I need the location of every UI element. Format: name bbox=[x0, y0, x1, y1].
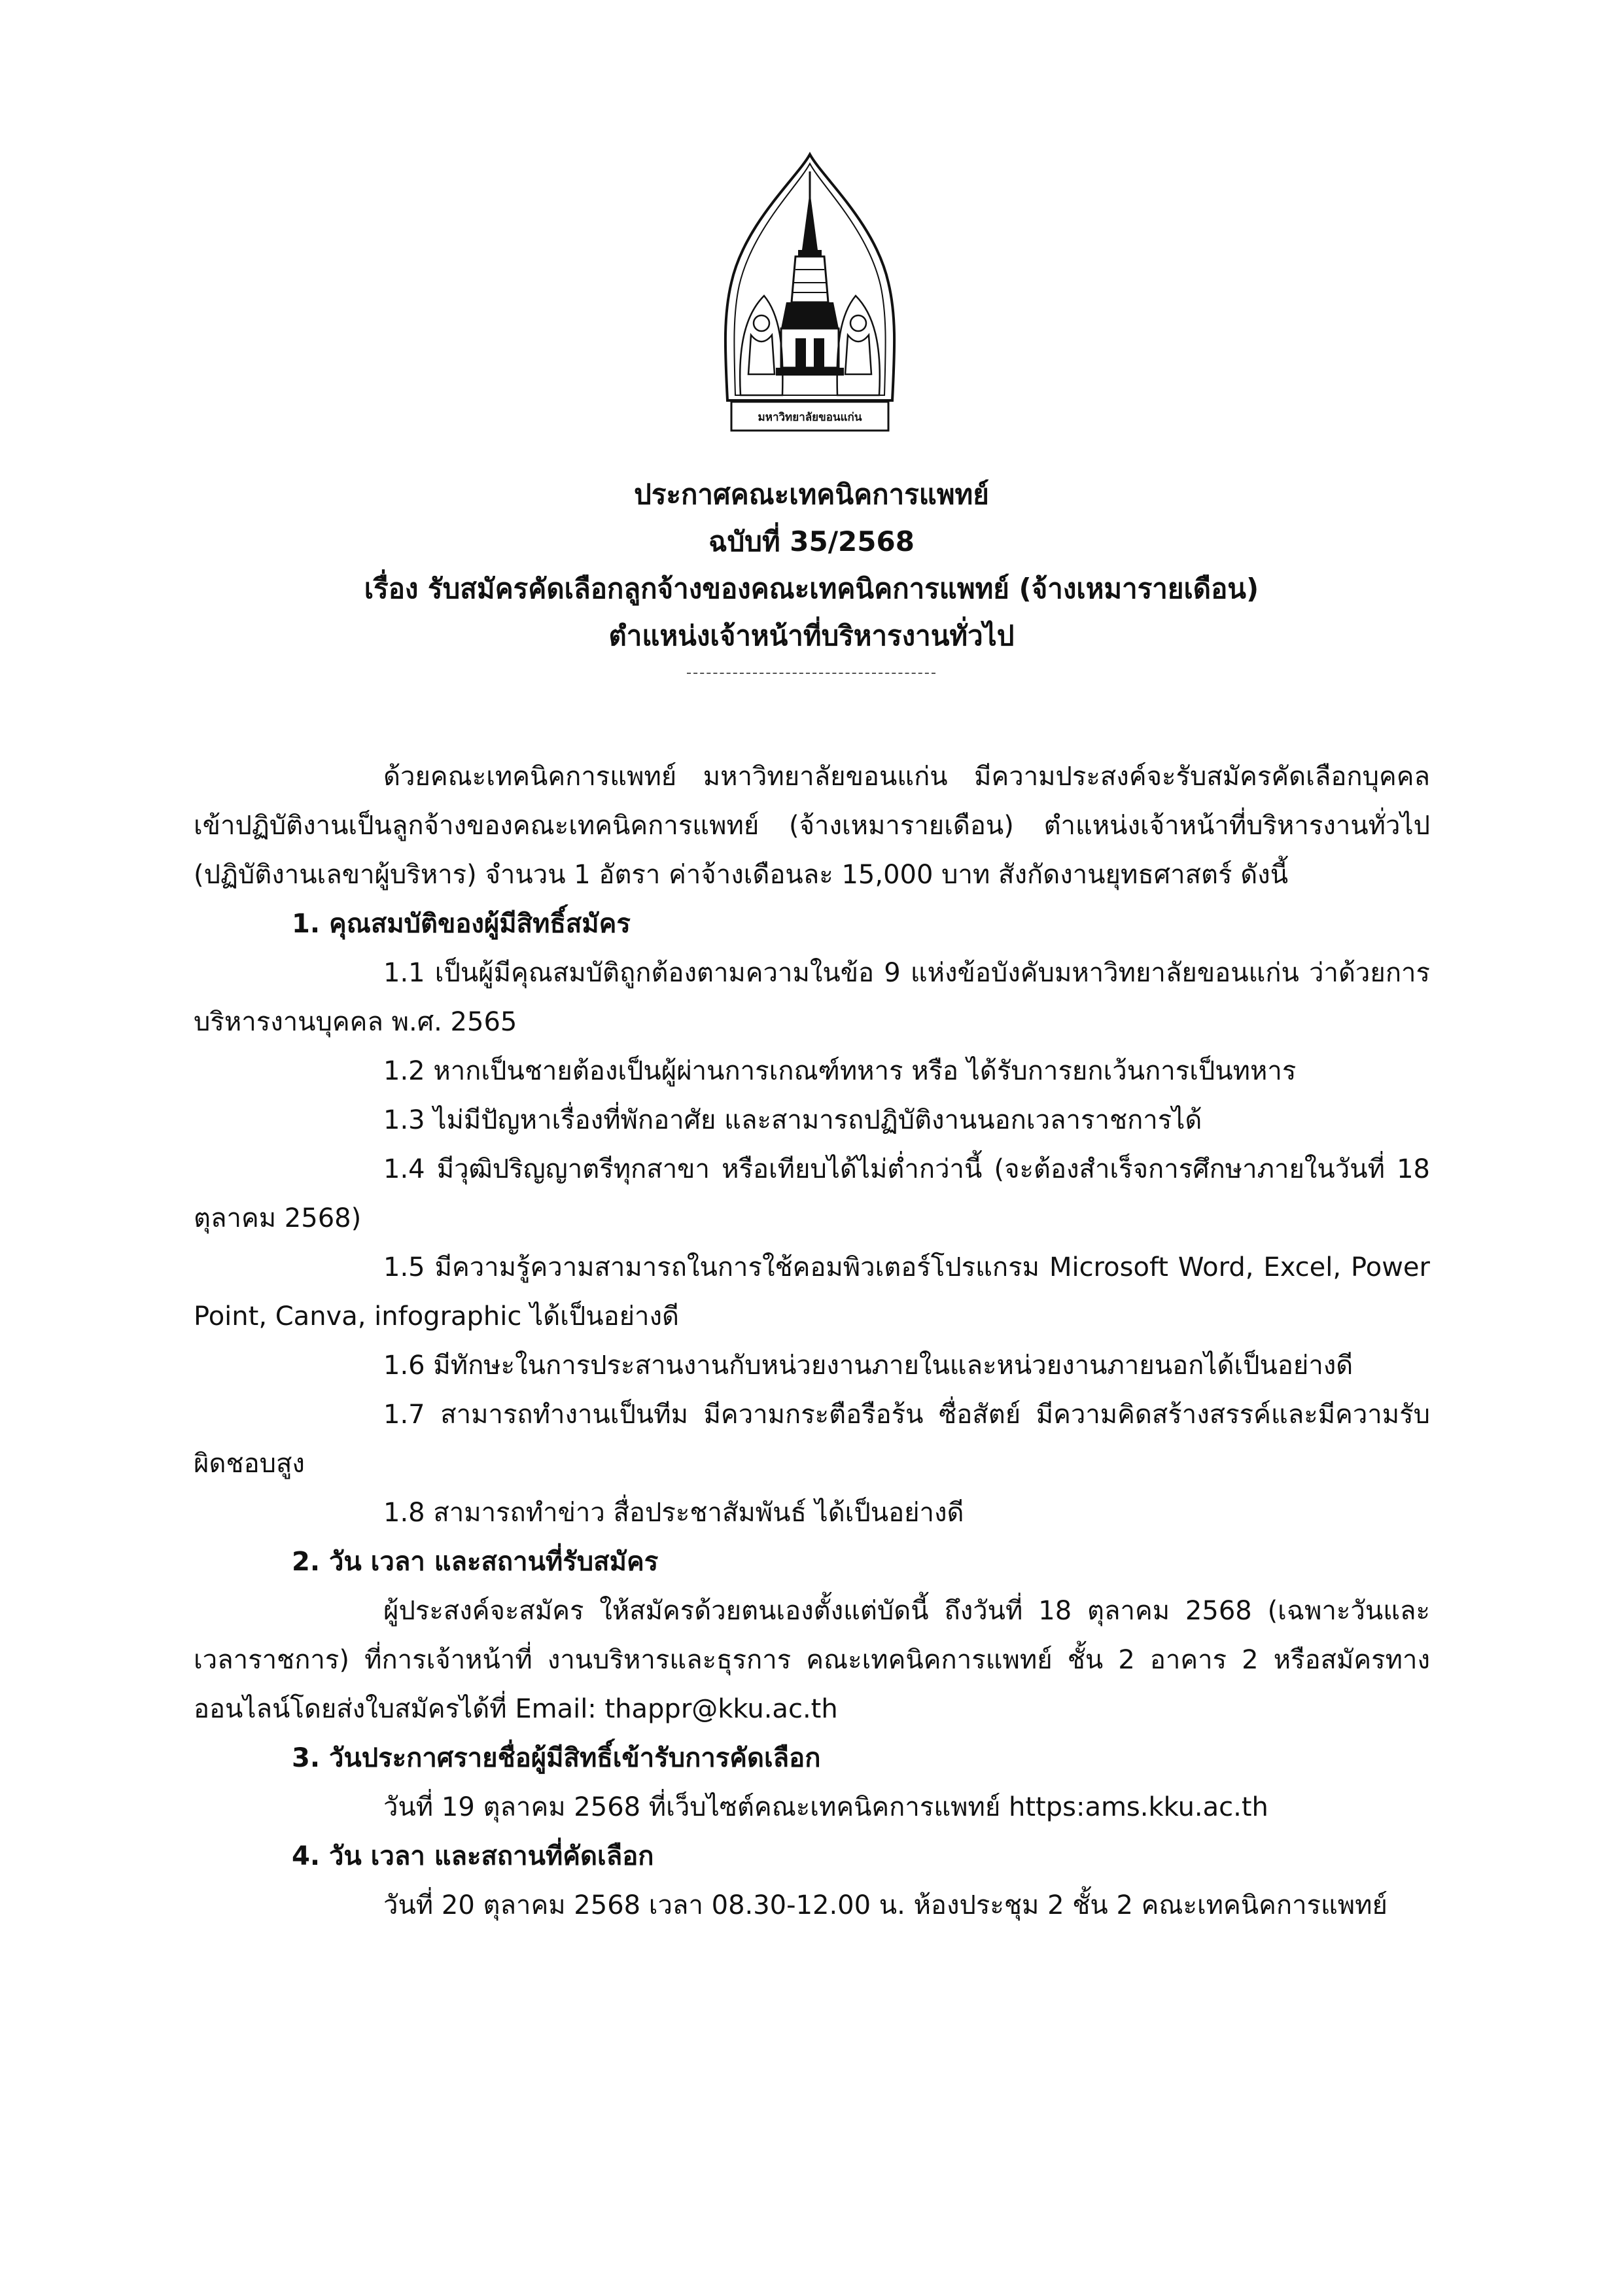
header-position: ตำแหน่งเจ้าหน้าที่บริหารงานทั่วไป bbox=[608, 620, 1015, 652]
qualification-item: 1.8 สามารถทำข่าว สื่อประชาสัมพันธ์ ได้เป็นอย่างดี bbox=[383, 1498, 964, 1528]
announcement-body bbox=[194, 752, 1430, 1930]
section-2-title: 2. วัน เวลา และสถานที่รับสมัคร bbox=[292, 1547, 659, 1577]
qualification-item: 1.1 เป็นผู้มีคุณสมบัติถูกต้องตามความในข้อ 9 แห่งข้อบังคับมหาวิทยาลัยขอนแก่น ว่าด้วยการบริหารงานบุคคล พ.ศ. 2565 bbox=[194, 958, 1430, 1037]
header-title: ประกาศคณะเทคนิคการแพทย์ bbox=[634, 478, 989, 510]
intro-paragraph: ด้วยคณะเทคนิคการแพทย์ มหาวิทยาลัยขอนแก่น มีความประสงค์จะรับสมัครคัดเลือกบุคคลเข้าปฏิบัติงานเป็นลูกจ้างของคณะเทคนิคการแพทย์ (จ้างเหมารายเดือน) ตำแหน่งเจ้าหน้าที่บริหารงานทั่วไป (ปฏิบัติงานเลขาผู้บริหาร) จำนวน 1 อัตรา ค่าจ้างเดือนละ 15,000 บาท สังกัดงานยุทธศาสตร์ ดังนี้ bbox=[194, 762, 1430, 890]
application-details: ผู้ประสงค์จะสมัคร ให้สมัครด้วยตนเองตั้งแต่บัดนี้ ถึงวันที่ 18 ตุลาคม 2568 (เฉพาะวันและเวลาราชการ) ที่การเจ้าหน้าที่ งานบริหารและธุรการ คณะเทคนิคการแพทย์ ชั้น 2 อาคาร 2 หรือสมัครทางออนไลน์โดยส่งใบสมัครได้ที่ Email: thappr@kku.ac.th bbox=[194, 1596, 1430, 1724]
qualification-item: 1.4 มีวุฒิปริญญาตรีทุกสาขา หรือเทียบได้ไม่ต่ำกว่านี้ (จะต้องสำเร็จการศึกษาภายในวันที่ 18 ตุลาคม 2568) bbox=[194, 1154, 1430, 1233]
qualification-item: 1.7 สามารถทำงานเป็นทีม มีความกระตือรือร้น ซื่อสัตย์ มีความคิดสร้างสรรค์และมีความรับผิดชอบสูง bbox=[194, 1400, 1430, 1479]
seal-banner-text: มหาวิทยาลัยขอนแก่น bbox=[758, 411, 862, 424]
qualification-item: 1.3 ไม่มีปัญหาเรื่องที่พักอาศัย และสามารถปฏิบัติงานนอกเวลาราชการได้ bbox=[383, 1105, 1202, 1135]
qualification-item: 1.5 มีความรู้ความสามารถในการใช้คอมพิวเตอร์โปรแกรม Microsoft Word, Excel, Power Point, Canva, infographic ได้เป็นอย่างดี bbox=[194, 1252, 1430, 1332]
header-subject: เรื่อง รับสมัครคัดเลือกลูกจ้างของคณะเทคนิคการแพทย์ (จ้างเหมารายเดือน) bbox=[364, 573, 1259, 605]
qualification-item: 1.2 หากเป็นชายต้องเป็นผู้ผ่านการเกณฑ์ทหาร หรือ ได้รับการยกเว้นการเป็นทหาร bbox=[383, 1056, 1297, 1086]
selection-date: วันที่ 20 ตุลาคม 2568 เวลา 08.30-12.00 น. ห้องประชุม 2 ชั้น 2 คณะเทคนิคการแพทย์ bbox=[383, 1890, 1387, 1920]
header-divider bbox=[687, 673, 935, 674]
announcement-date: วันที่ 19 ตุลาคม 2568 ที่เว็บไซต์คณะเทคนิคการแพทย์ https:ams.kku.ac.th bbox=[383, 1792, 1268, 1822]
section-4-title: 4. วัน เวลา และสถานที่คัดเลือก bbox=[292, 1841, 654, 1871]
announcement-header bbox=[0, 471, 1623, 660]
section-3-title: 3. วันประกาศรายชื่อผู้มีสิทธิ์เข้ารับการคัดเลือก bbox=[292, 1743, 821, 1773]
qualification-item: 1.6 มีทักษะในการประสานงานกับหน่วยงานภายในและหน่วยงานภายนอกได้เป็นอย่างดี bbox=[383, 1351, 1353, 1381]
section-1-title: 1. คุณสมบัติของผู้มีสิทธิ์สมัคร bbox=[292, 909, 631, 939]
university-seal-logo bbox=[718, 152, 901, 440]
header-number: ฉบับที่ 35/2568 bbox=[708, 525, 915, 557]
